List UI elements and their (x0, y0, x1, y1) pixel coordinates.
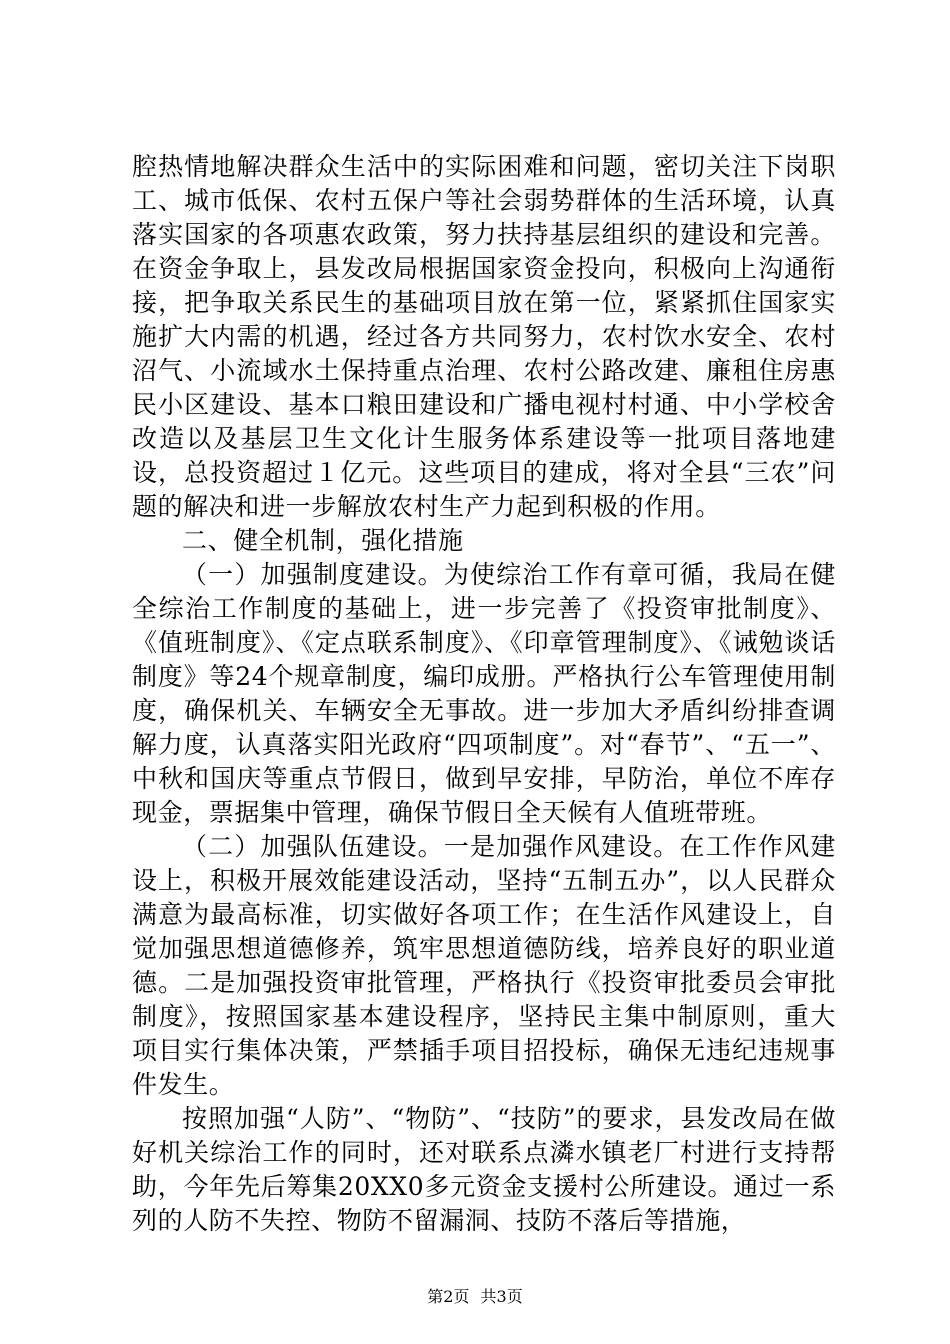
page-number: 第2页 (427, 1287, 470, 1306)
paragraph-system-building: （一）加强制度建设。为使综治工作有章可循，我局在健全综治工作制度的基础上，进一步完善了《投资审批制度》、《值班制度》、《定点联系制度》、《印章管理制度》、《诫勉谈话制度》等24个规章制度，编印成册。严格执行公车管理使用制度，确保机关、车辆安全无事故。进一步加大矛盾纠纷排查调解力度，认真落实阳光政府“四项制度”。对“春节”、“五一”、中秋和国庆等重点节假日，做到早安排，早防治，单位不库存现金，票据集中管理，确保节假日全天候有人值班带班。 (132, 560, 836, 827)
page-total: 共3页 (480, 1287, 523, 1306)
paragraph-continuation: 腔热情地解决群众生活中的实际困难和问题，密切关注下岗职工、城市低保、农村五保户等社会弱势群体的生活环境，认真落实国家的各项惠农政策，努力扶持基层组织的建设和完善。在资金争取上，县发改局根据国家资金投向，积极向上沟通衔接，把争取关系民生的基础项目放在第一位，紧紧抓住国家实施扩大内需的机遇，经过各方共同努力，农村饮水安全、农村沼气、小流域水土保持重点治理、农村公路改建、廉租住房惠民小区建设、基本口粮田建设和广播电视村村通、中小学校舍改造以及基层卫生文化计生服务体系建设等一批项目落地建设，总投资超过１亿元。这些项目的建成，将对全县“三农”问题的解决和进一步解放农村生产力起到积极的作用。 (132, 152, 836, 521)
page-footer (0, 1287, 950, 1307)
document-body (132, 150, 836, 1238)
section-heading: 二、健全机制，强化措施 (182, 526, 464, 555)
paragraph-team-building: （二）加强队伍建设。一是加强作风建设。在工作作风建设上，积极开展效能建设活动，坚持“五制五办”，以人民群众满意为最高标准，切实做好各项工作；在生活作风建设上，自觉加强思想道德修养，筑牢思想道德防线，培养良好的职业道德。二是加强投资审批管理，严格执行《投资审批委员会审批制度》，按照国家基本建设程序，坚持民主集中制原则，重大项目实行集体决策，严禁插手项目招投标，确保无违纪违规事件发生。 (132, 832, 836, 1099)
paragraph-prevention: 按照加强“人防”、“物防”、“技防”的要求，县发改局在做好机关综治工作的同时，还对联系点潾水镇老厂村进行支持帮助，今年先后筹集20XX0多元资金支援村公所建设。通过一系列的人防不失控、物防不留漏洞、技防不落后等措施， (132, 1104, 836, 1235)
